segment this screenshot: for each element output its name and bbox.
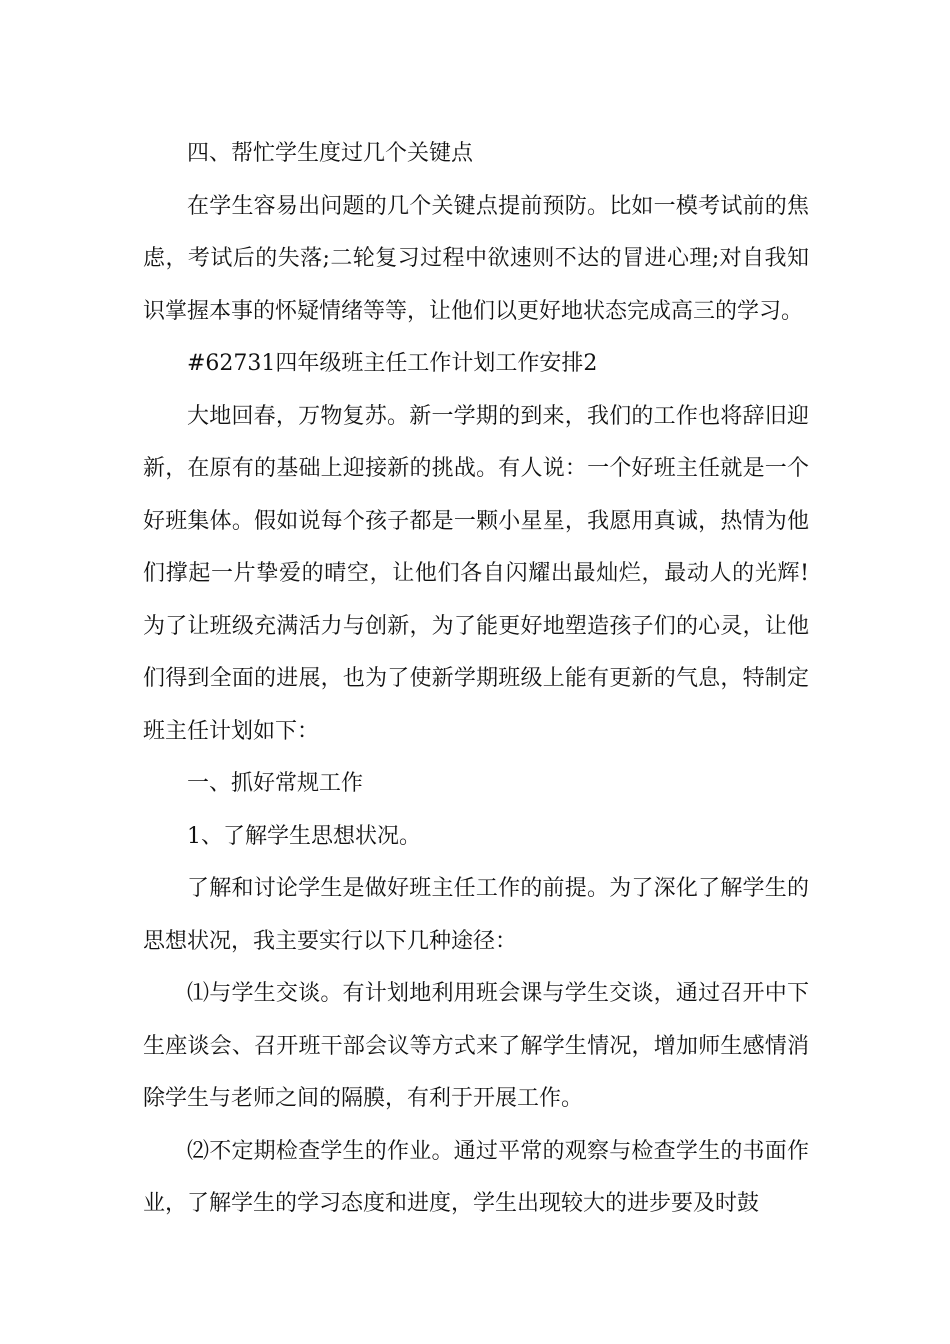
paragraph-intro: 大地回春，万物复苏。新一学期的到来，我们的工作也将辞旧迎新，在原有的基础上迎接新的挑战。有人说：一个好班主任就是一个好班集体。假如说每个孩子都是一颗小星星，我愿用真诚，热情为他们撑起一片挚爱的晴空，让他们各自闪耀出最灿烂，最动人的光辉!为了让班级充满活力与创新，为了能更好地塑造孩子们的心灵，让他们得到全面的进展，也为了使新学期班级上能有更新的气息，特制定班主任计划如下： xyxy=(143,403,809,744)
section-heading-one: 一、抓好常规工作 xyxy=(187,771,364,796)
paragraph-research-students: 了解和讨论学生是做好班主任工作的前提。为了深化了解学生的思想状况，我主要实行以下几种途径： xyxy=(143,876,809,954)
list-item-check-homework: ⑵不定期检查学生的作业。通过平常的观察与检查学生的书面作业，了解学生的学习态度和进度，学生出现较大的进步要及时鼓 xyxy=(143,1138,809,1216)
list-item-talk-with-students: ⑴与学生交谈。有计划地利用班会课与学生交谈，通过召开中下生座谈会、召开班干部会议等方式来了解学生情况，增加师生感情消除学生与老师之间的隔膜，有利于开展工作。 xyxy=(143,981,809,1111)
document-title: #62731四年级班主任工作计划工作安排2 xyxy=(187,351,598,376)
paragraph-key-points: 在学生容易出问题的几个关键点提前预防。比如一模考试前的焦虑，考试后的失落;二轮复习过程中欲速则不达的冒进心理;对自我知识掌握本事的怀疑情绪等等，让他们以更好地状态完成高三的学习。 xyxy=(143,193,809,324)
document-body xyxy=(143,128,809,1231)
section-heading-four: 四、帮忙学生度过几个关键点 xyxy=(187,141,474,166)
subheading-understand-students: 1、了解学生思想状况。 xyxy=(187,823,421,849)
